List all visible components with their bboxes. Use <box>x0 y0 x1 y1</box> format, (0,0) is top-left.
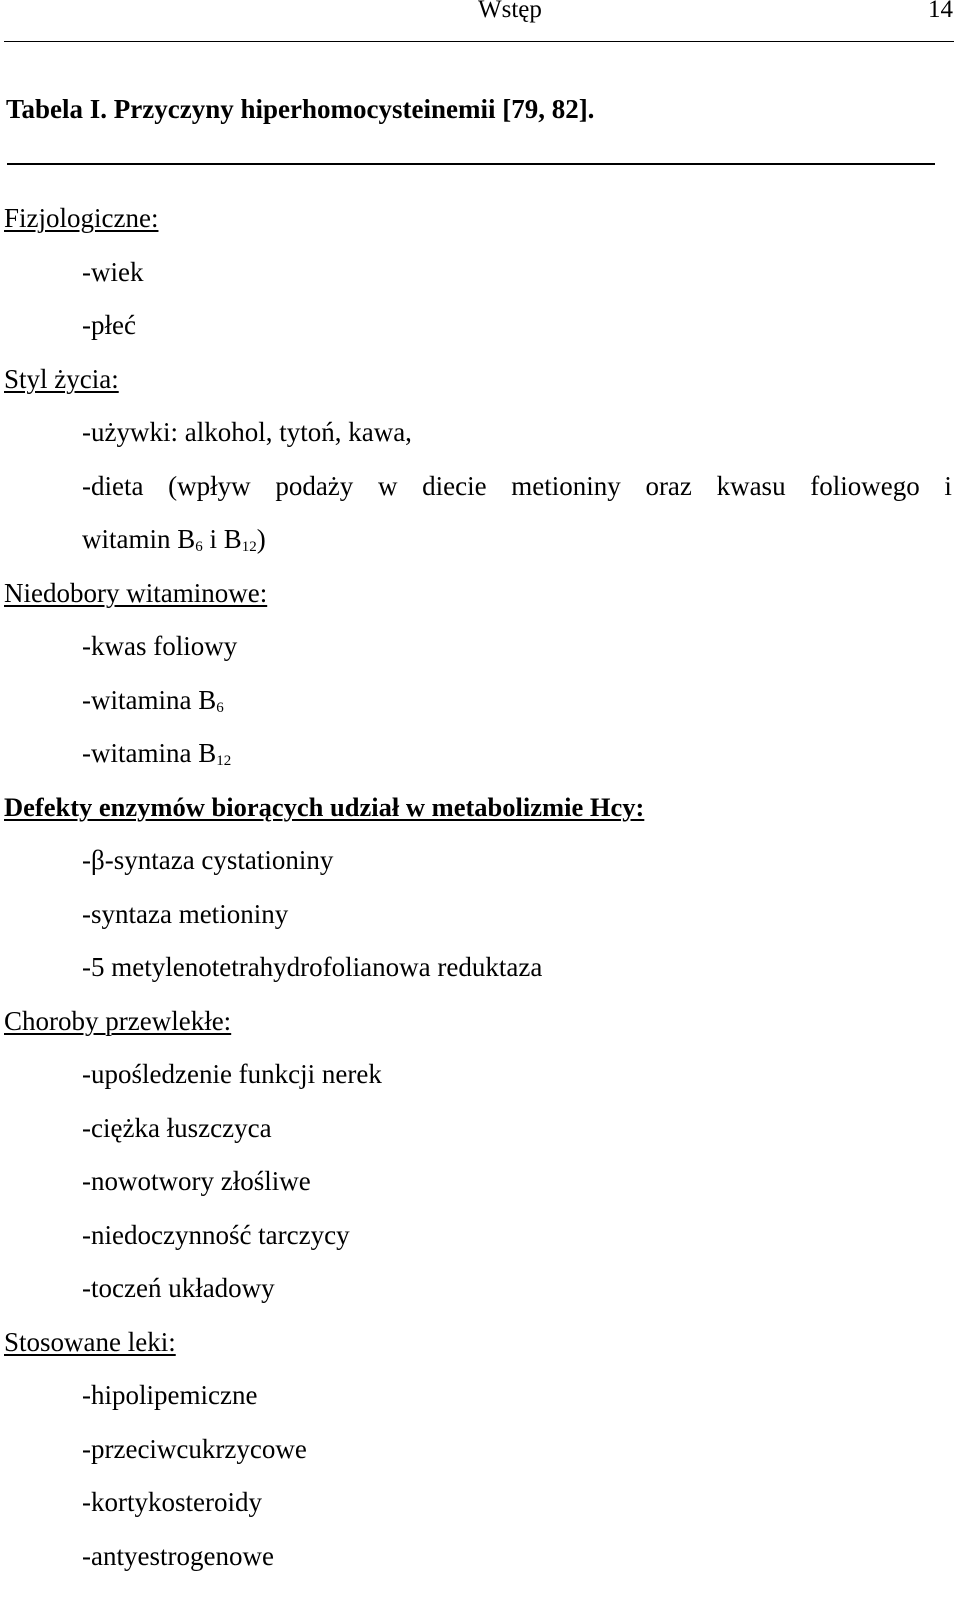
running-header <box>0 0 960 32</box>
word: (wpływ <box>168 470 251 501</box>
subscript: 12 <box>216 753 232 769</box>
list-item: -kwas foliowy <box>82 631 238 661</box>
list-item: -ciężka łuszczyca <box>82 1112 272 1143</box>
section-heading-choroby: Choroby przewlekłe: <box>4 1005 232 1036</box>
text: i B <box>202 524 242 554</box>
word: foliowego <box>810 470 920 501</box>
word: i <box>944 470 952 501</box>
list-item: -płeć <box>82 310 136 340</box>
word: kwasu <box>716 470 786 501</box>
subscript: 6 <box>195 539 203 555</box>
list-item: -antyestrogenowe <box>82 1540 274 1571</box>
subscript: 6 <box>216 699 224 716</box>
word: -dieta <box>82 470 144 501</box>
table-body <box>4 196 954 1587</box>
list-item <box>4 731 954 785</box>
list-item-dieta <box>4 464 952 518</box>
table-title: Tabela I. Przyczyny hiperhomocysteinemii [79, 82]. <box>6 94 595 124</box>
section-heading-niedobory: Niedobory witaminowe: <box>4 577 268 608</box>
subscript: 12 <box>241 539 257 555</box>
list-item: -5 metylenotetrahydrofolianowa reduktaza <box>82 952 543 982</box>
text: -witamina B <box>82 684 217 715</box>
list-item: -przeciwcukrzycowe <box>82 1433 307 1464</box>
list-item: -syntaza metioniny <box>82 898 289 929</box>
list-item: -niedoczynność tarczycy <box>82 1219 350 1250</box>
list-item: -nowotwory złośliwe <box>82 1166 311 1196</box>
text: ) <box>256 524 266 554</box>
section-heading-fizjologiczne: Fizjologiczne: <box>4 203 159 233</box>
list-item: -β-syntaza cystationiny <box>82 845 334 875</box>
word: w <box>377 470 398 501</box>
list-item: -wiek <box>82 256 144 287</box>
word: diecie <box>422 470 487 501</box>
list-item: -hipolipemiczne <box>82 1380 258 1410</box>
text: witamin B <box>82 524 196 554</box>
section-heading-defekty: Defekty enzymów biorących udział w metabolizmie Hcy: <box>4 791 645 822</box>
header-rule <box>4 41 954 42</box>
chapter-title: Wstęp <box>478 0 542 23</box>
list-item: -toczeń układowy <box>82 1273 275 1303</box>
list-item: -używki: alkohol, tytoń, kawa, <box>82 417 412 447</box>
word: oraz <box>645 470 692 501</box>
list-item <box>4 678 954 732</box>
word: podaży <box>275 470 354 501</box>
title-rule <box>7 163 935 165</box>
text: -witamina B <box>82 738 217 768</box>
page-number: 14 <box>928 0 953 23</box>
word: metioniny <box>511 470 621 501</box>
list-item-continuation <box>4 517 954 571</box>
list-item: -upośledzenie funkcji nerek <box>82 1059 382 1089</box>
section-heading-styl-zycia: Styl życia: <box>4 363 119 394</box>
list-item: -kortykosteroidy <box>82 1487 262 1517</box>
section-heading-leki: Stosowane leki: <box>4 1326 176 1357</box>
dieta-line <box>82 464 952 508</box>
